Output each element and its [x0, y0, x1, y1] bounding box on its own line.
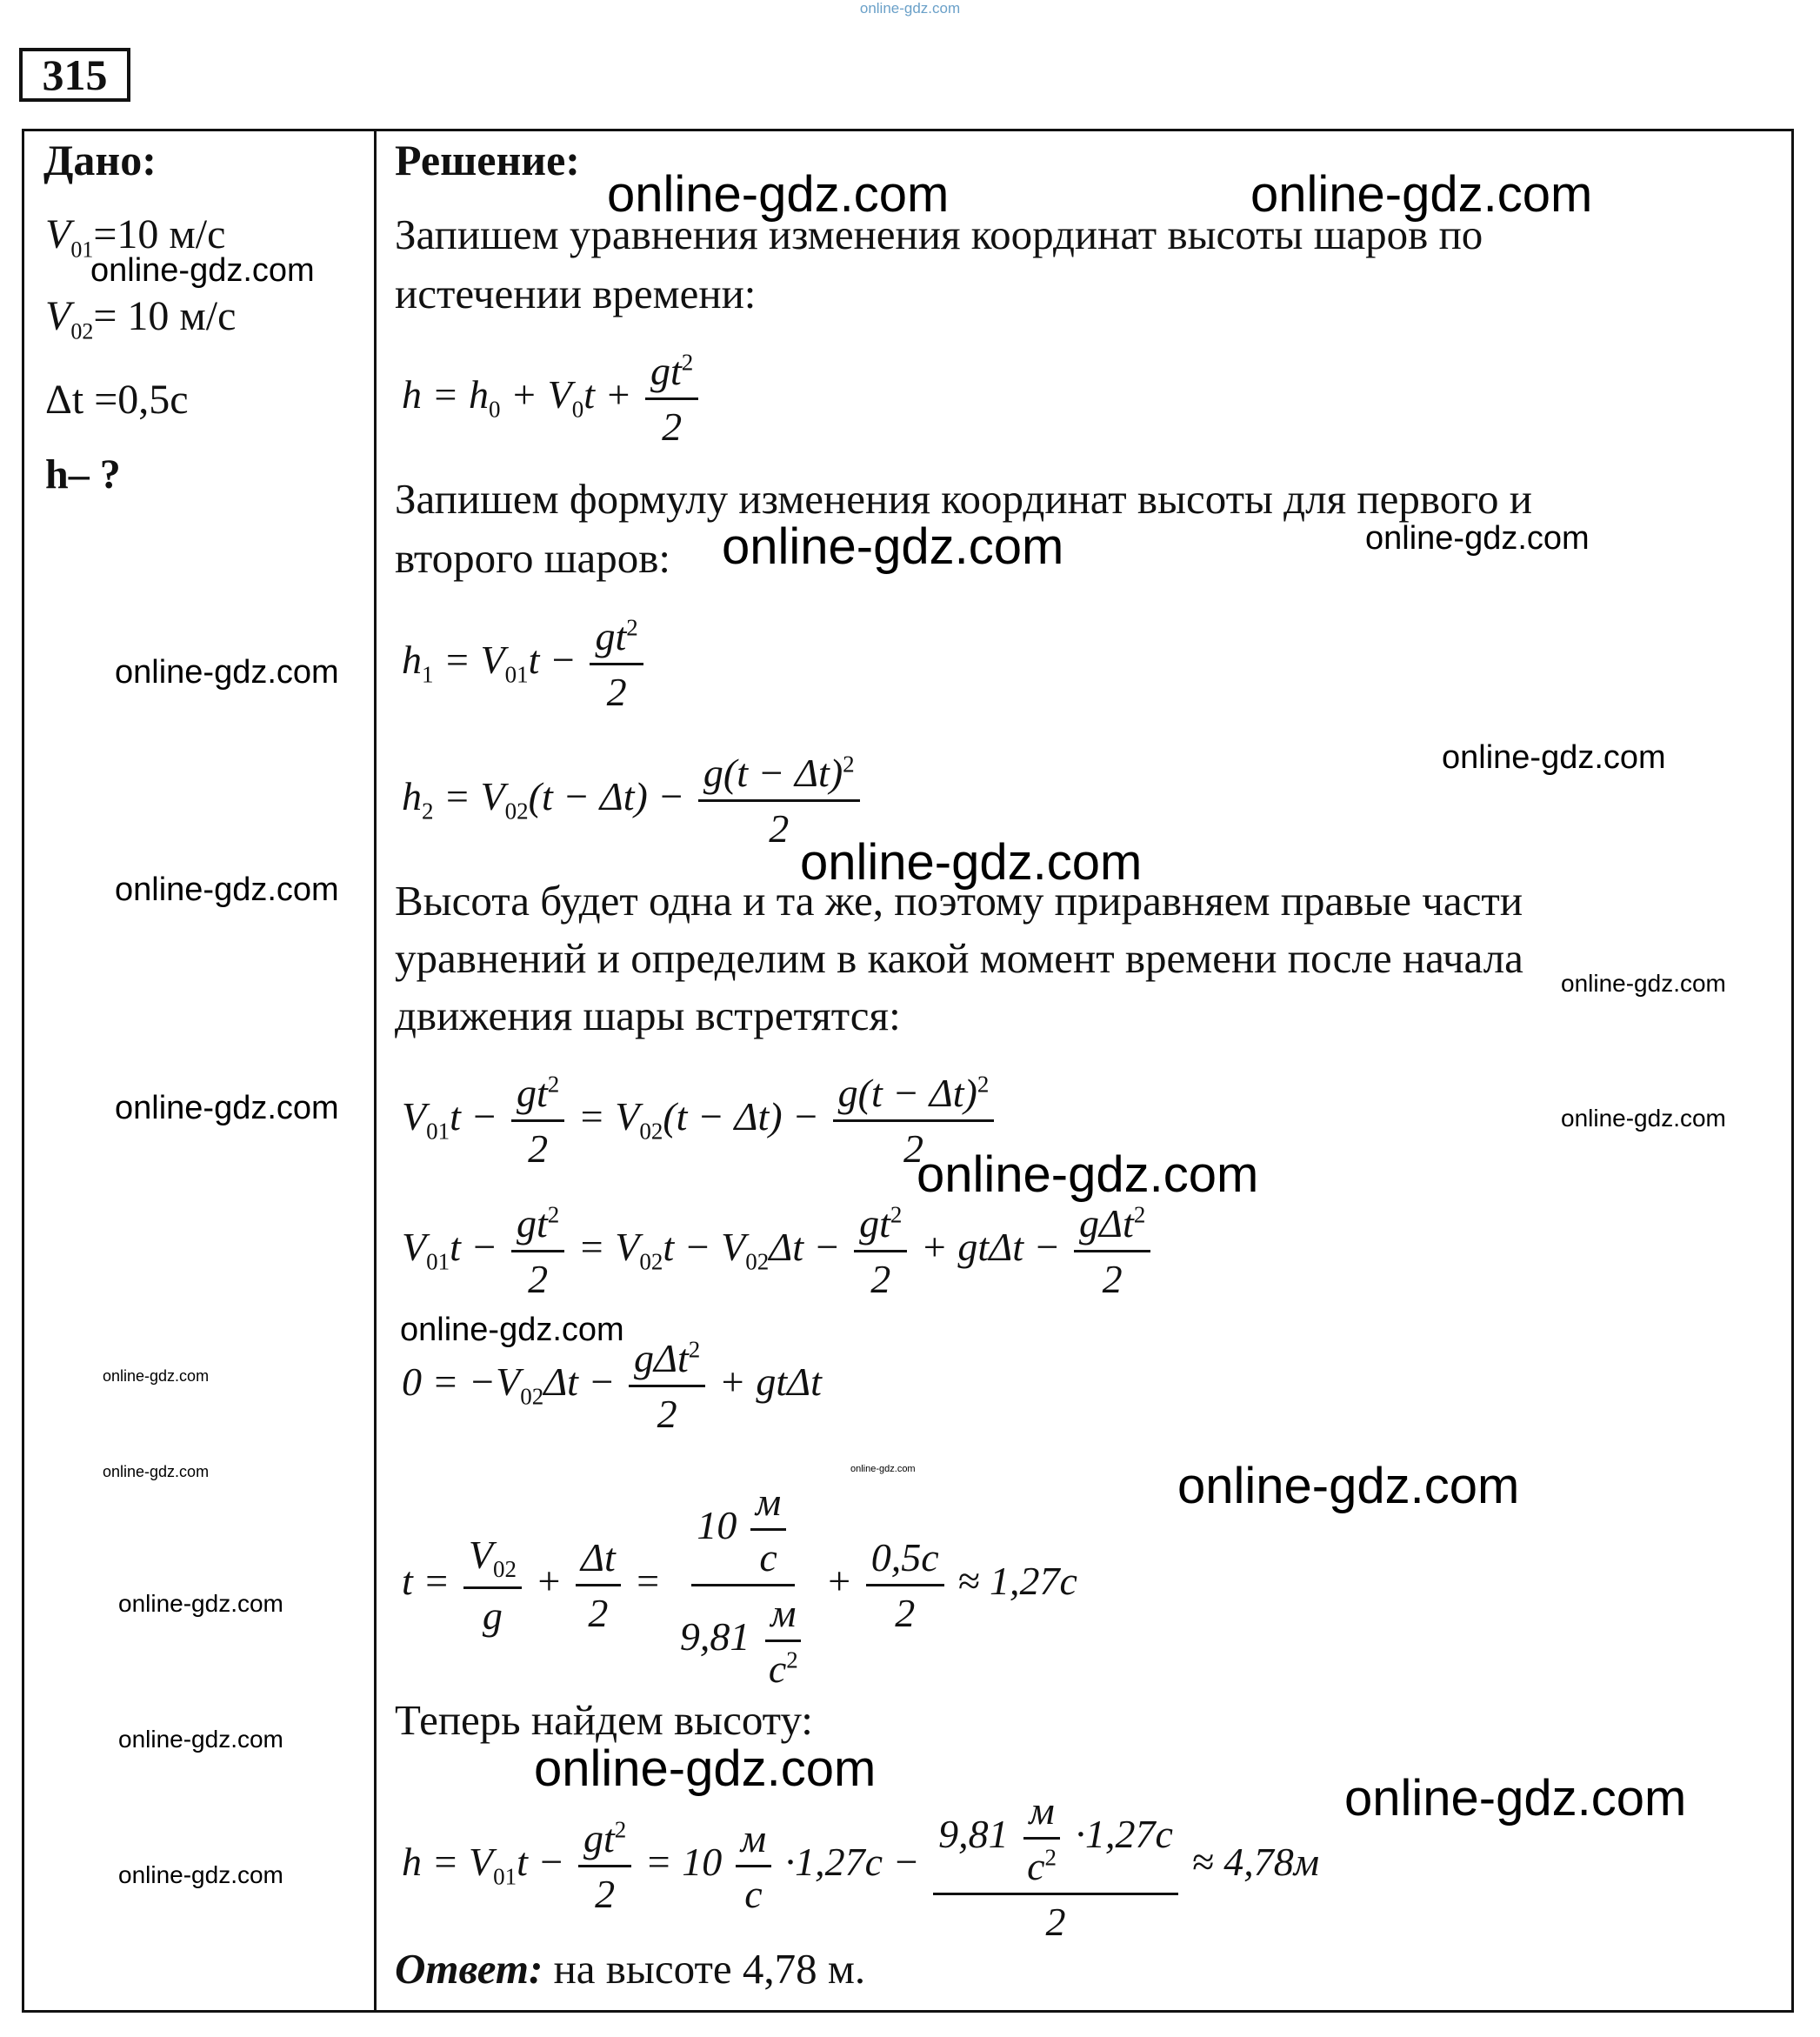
paragraph-2-line-2: второго шаров: [395, 534, 671, 582]
formula-h1: $h_1 = V_{01}t$ − $\frac{gt^2}{2}$ [402, 613, 647, 715]
watermark: online-gdz.com [115, 654, 339, 691]
watermark: online-gdz.com [917, 1146, 1259, 1203]
paragraph-3-line-3: движения шары встретятся: [395, 992, 901, 1039]
watermark: online-gdz.com [115, 872, 339, 908]
watermark: online-gdz.com [90, 252, 315, 289]
formula-height: $h = V_{01}t$ − $\frac{gt^2}{2}$ = 10 $\frac{м}{с}$ ·1,27с − 9,81 $\frac{м}{с^2}$ ·1,27с 2 ≈ 4,78м [402, 1788, 1320, 1944]
v02-subscript: 02 [70, 318, 94, 344]
watermark-top: online-gdz.com [859, 0, 961, 17]
watermark: online-gdz.com [103, 1463, 210, 1480]
column-divider [374, 129, 377, 2013]
watermark: online-gdz.com [118, 1726, 283, 1753]
given-header: Дано: [43, 136, 157, 184]
watermark: online-gdz.com [1344, 1770, 1687, 1827]
watermark: online-gdz.com [607, 166, 950, 223]
v01-value: =10 м/с [93, 211, 226, 257]
watermark: online-gdz.com [800, 834, 1143, 891]
formula-general: $h = h_0 + V_0t$ + $\frac{gt^2}{2}$ [402, 348, 702, 450]
paragraph-3-line-2: уравнений и определим в какой момент времени после начала [395, 934, 1523, 982]
paragraph-3-line-1: Высота будет одна и та же, поэтому приравняем правые части [395, 877, 1523, 925]
watermark: online-gdz.com [115, 1090, 339, 1126]
answer [395, 1940, 1751, 1999]
answer-label: Ответ: [395, 1945, 543, 1993]
watermark: online-gdz.com [118, 1861, 283, 1888]
watermark: online-gdz.com [534, 1740, 877, 1797]
watermark: online-gdz.com [400, 1312, 624, 1348]
given-v02 [45, 292, 236, 345]
v02-value: = 10 м/с [93, 293, 237, 339]
watermark: online-gdz.com [103, 1367, 210, 1385]
watermark: online-gdz.com [850, 1464, 916, 1474]
formula-h2: $h_2 = V_{02}(t - \Delta t)$ − $\frac{g(t - \Delta t)^2}{2}$ [402, 750, 863, 852]
answer-text: на высоте 4,78 м. [543, 1945, 866, 1993]
given-find: h– ? [45, 451, 121, 498]
paragraph-1-line-2: истечении времени: [395, 270, 757, 317]
watermark: online-gdz.com [1561, 1105, 1726, 1132]
watermark: online-gdz.com [118, 1590, 283, 1617]
given-delta-t: Δt =0,5с [45, 377, 189, 423]
v01-symbol: V [45, 211, 71, 257]
solution-header: Решение: [395, 136, 580, 184]
paragraph-4: Теперь найдем высоту: [395, 1696, 813, 1744]
formula-t: t = $\frac{V_{02}}{g}$ + $\frac{\Delta t}{2}$ = 10 $\frac{м}{с}$ 9,81 $\frac{м}{с^2}$ + $\frac{0,5с}{2}$ ≈ 1,27с [402, 1479, 1077, 1691]
watermark: online-gdz.com [1561, 970, 1726, 997]
watermark: online-gdz.com [1442, 739, 1666, 776]
watermark: online-gdz.com [1250, 166, 1593, 223]
problem-number: 315 [19, 48, 130, 102]
paragraph-2-line-1: Запишем формулу изменения координат высоты для первого и [395, 475, 1532, 523]
paragraph-1-line-1: Запишем уравнения изменения координат высоты шаров по [395, 210, 1483, 258]
v02-symbol: V [45, 293, 71, 339]
watermark: online-gdz.com [1365, 520, 1590, 557]
watermark: online-gdz.com [1177, 1458, 1520, 1514]
v01-subscript: 01 [70, 237, 94, 263]
watermark: online-gdz.com [722, 518, 1064, 575]
formula-equate: $V_{01}t$ − $\frac{gt^2}{2}$ = $V_{02}(t - \Delta t)$ − $\frac{g(t - \Delta t)^2}{2}$ [402, 1070, 997, 1172]
formula-expand: $V_{01}t$ − $\frac{gt^2}{2}$ = $V_{02}t - V_{02}\Delta t$ − $\frac{gt^2}{2}$ + gtΔt − $\frac{g\Delta t^2}{2}$ [402, 1200, 1154, 1302]
formula-zero: $0 = -V_{02}\Delta t$ − $\frac{g\Delta t^2}{2}$ + gtΔt [402, 1336, 822, 1436]
